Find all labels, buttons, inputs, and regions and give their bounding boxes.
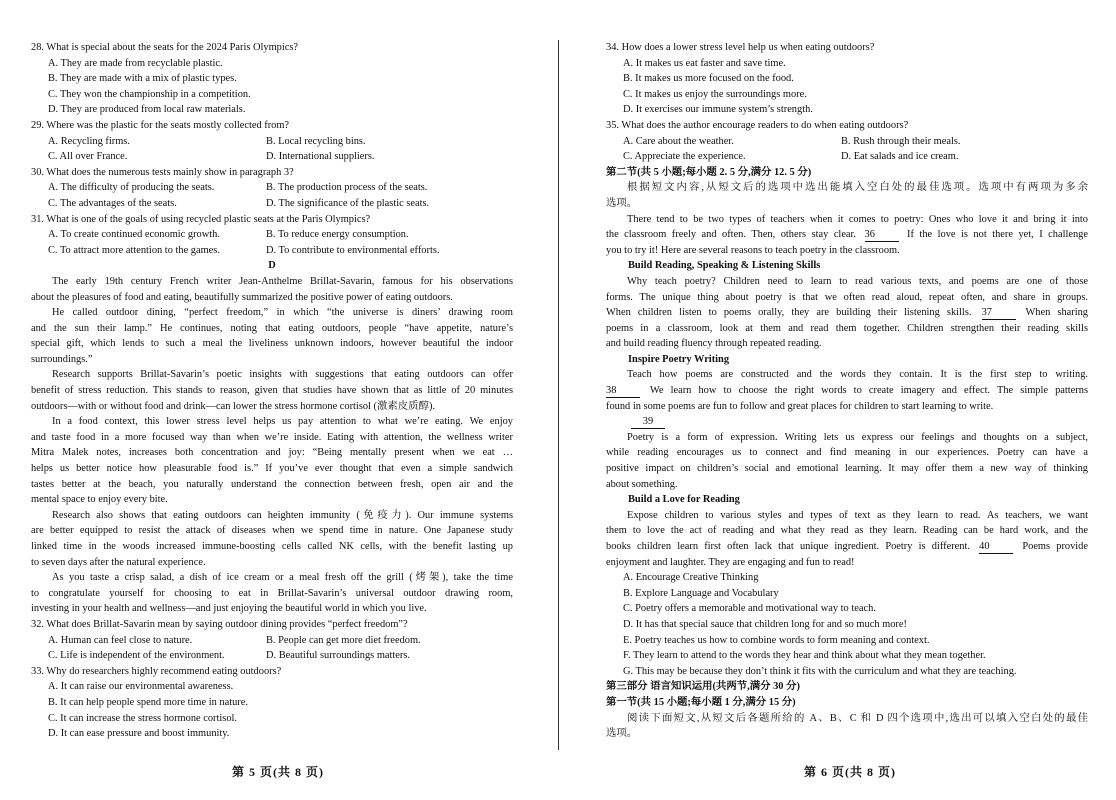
paragraph-line: 阅读下面短文,从短文后各题所给的 A、B、C 和 D 四个选项中,选出可以填入空白处的最佳 bbox=[627, 712, 1088, 724]
option-text: A. They are made from recyclable plastic. bbox=[48, 57, 223, 69]
question-stem: 35. What does the author encourage readers to do when eating outdoors? bbox=[606, 119, 909, 131]
option-text: C. It can increase the stress hormone cortisol. bbox=[48, 712, 237, 724]
option-text: C. To attract more attention to the games. bbox=[48, 244, 220, 256]
paragraph-line: 根据短文内容,从短文后的选项中选出能填入空白处的最佳选项。选项中有两项为多余 bbox=[627, 182, 1088, 194]
paragraph-line: 选项。 bbox=[606, 197, 638, 209]
answer-blank: 36 bbox=[865, 229, 899, 242]
page-footer-left: 第 5 页(共 8 页) bbox=[232, 765, 324, 779]
paragraph-line: There tend to be two types of teachers when it comes to poetry: Ones who love it and bring it into bbox=[627, 213, 1088, 225]
paragraph-line: found in some poems are fun to follow and great places for children to start learning to write. bbox=[606, 400, 994, 412]
option-text: E. Poetry teaches us how to combine words to form meaning and context. bbox=[623, 634, 930, 646]
option-text: C. The advantages of the seats. bbox=[48, 197, 177, 209]
paragraph-line: In a food context, this lower stress level helps us pay attention to what we’re eating. We enjoy bbox=[52, 416, 513, 428]
option-text: C. All over France. bbox=[48, 151, 128, 163]
paragraph-line: about the pleasures of food and eating, beautifully summarized the positive power of eating outdoors. bbox=[31, 291, 453, 303]
paragraph-line: poems in a classroom, look at them and read them together. Children strengthen their reading skills bbox=[606, 322, 1088, 334]
paragraph-line: are better equipped to resist the attack of diseases when we spend time in nature. One Japanese study bbox=[31, 525, 513, 537]
paragraph-line: special gift, which lends to such a meal the liveliness unknown indoors, however beautiful the indoor bbox=[31, 338, 513, 350]
option-text: D. International suppliers. bbox=[266, 151, 375, 163]
option-text: C. Life is independent of the environment. bbox=[48, 650, 225, 662]
paragraph-line: to seven days after the natural experience. bbox=[31, 556, 206, 568]
question-stem: 30. What does the numerous tests mainly show in paragraph 3? bbox=[31, 166, 294, 178]
left-page-column bbox=[31, 40, 513, 742]
answer-blank: 40 bbox=[979, 541, 1013, 554]
option-text: C. Appreciate the experience. bbox=[623, 151, 746, 163]
right-page-column bbox=[606, 40, 1088, 742]
paragraph-line: 选项。 bbox=[606, 728, 638, 740]
paragraph-line bbox=[606, 227, 1088, 243]
answer-blank: 37 bbox=[982, 307, 1016, 320]
paragraph-line: investing in your health and wellness—and just enjoying the beautiful world in which you live. bbox=[31, 603, 427, 615]
paragraph-line: As you taste a crisp salad, a dish of ice cream or a meal fresh off the grill (烤架), take the time bbox=[52, 572, 513, 584]
paragraph-line: outdoors—with or without food and drink—can lower the stress hormone cortisol (激素皮质醇). bbox=[31, 400, 436, 412]
text-segment: We learn how to choose the right words to create imagery and effect. The simple patterns bbox=[643, 385, 1088, 397]
page-divider bbox=[558, 40, 559, 750]
option-text: F. They learn to attend to the words they hear and think about what they mean together. bbox=[623, 650, 986, 662]
paragraph-line: helps us better notice how pleasurable food is.” If you’ve ever thought that even a simple sandwich bbox=[31, 463, 513, 475]
option-row bbox=[31, 227, 513, 243]
option-row bbox=[31, 196, 513, 212]
paragraph-line: Research supports Brillat-Savarin’s poetic insights with suggestions that eating outdoors can offer bbox=[52, 369, 513, 381]
paragraph-line bbox=[606, 539, 1088, 555]
paragraph-line: Mitra Malek notes, increases both concentration and joy: “Being mentally present when we eat … bbox=[31, 447, 513, 459]
question-stem: 28. What is special about the seats for the 2024 Paris Olympics? bbox=[31, 42, 299, 53]
option-text: D. Eat salads and ice cream. bbox=[841, 151, 959, 163]
page-footer-right: 第 6 页(共 8 页) bbox=[804, 765, 896, 779]
option-text: D. To contribute to environmental efforts. bbox=[266, 244, 440, 256]
paragraph-line: to congratulate yourself for choosing to eat in Brillat-Savarin’s universal outdoor drawing room, bbox=[31, 587, 513, 599]
option-text: D. It has that special sauce that children long for and so much more! bbox=[623, 618, 907, 630]
option-text: A. It can raise our environmental awareness. bbox=[48, 681, 234, 693]
option-text: D. It can ease pressure and boost immunity. bbox=[48, 728, 230, 740]
option-text: C. It makes us enjoy the surroundings more. bbox=[623, 88, 807, 100]
text-segment: When children listen to poems orally, they are building their listening skills. bbox=[606, 307, 979, 319]
option-text: C. Poetry offers a memorable and motivational way to teach. bbox=[623, 603, 876, 615]
paragraph-line: and build reading fluency through repeated reading. bbox=[606, 338, 822, 350]
question-stem: 31. What is one of the goals of using recycled plastic seats at the Paris Olympics? bbox=[31, 213, 371, 225]
paragraph-line: and the sun their lamp.” He continues, noting that eating outdoors, people “have appetite, nature’s bbox=[31, 322, 513, 334]
option-text: A. Encourage Creative Thinking bbox=[623, 572, 759, 584]
question-stem: 33. Why do researchers highly recommend eating outdoors? bbox=[31, 665, 282, 677]
answer-blank: 39 bbox=[631, 416, 665, 429]
option-text: A. To create continued economic growth. bbox=[48, 229, 220, 241]
paragraph-line bbox=[606, 305, 1088, 321]
option-text: A. Human can feel close to nature. bbox=[48, 634, 193, 646]
paragraph-line: mental space to enjoy every bite. bbox=[31, 494, 168, 506]
question-stem: 34. How does a lower stress level help us when eating outdoors? bbox=[606, 42, 875, 53]
option-text: A. The difficulty of producing the seats. bbox=[48, 182, 215, 194]
paragraph-line: forms. The unique thing about poetry is that we often read aloud, repeat often, and share in groups. bbox=[606, 291, 1088, 303]
paragraph-line: linked time in the woods increased immune-boosting cells called NK cells, with the benefit lasting up bbox=[31, 541, 513, 552]
option-text: C. They won the championship in a competition. bbox=[48, 88, 251, 100]
option-row bbox=[31, 134, 513, 150]
question-stem: 29. Where was the plastic for the seats mostly collected from? bbox=[31, 119, 290, 131]
section-heading: Inspire Poetry Writing bbox=[628, 353, 730, 365]
option-text: B. People can get more diet freedom. bbox=[266, 634, 421, 646]
option-row bbox=[606, 149, 1088, 165]
option-text: A. Recycling firms. bbox=[48, 135, 130, 147]
paragraph-line: about something. bbox=[606, 478, 678, 490]
paragraph-line: He called outdoor dining, “perfect freedom,” in which “the universe is diners’ drawing room bbox=[52, 307, 513, 319]
paragraph-line: positive impact on children’s social and emotional learning. It may offer them a new way of thinking bbox=[606, 463, 1088, 475]
option-text: D. It exercises our immune system’s strength. bbox=[623, 104, 813, 116]
paragraph-line: Poetry is a form of expression. Writing lets us express our feelings and thoughts on a subject, bbox=[627, 431, 1088, 443]
text-segment: Poems provide bbox=[1016, 541, 1088, 552]
option-text: B. Rush through their meals. bbox=[841, 135, 961, 147]
option-text: D. Beautiful surroundings matters. bbox=[266, 650, 411, 662]
paragraph-line: you to try it! Here are several reasons to teach poetry in the classroom. bbox=[606, 244, 900, 256]
section-heading: Build Reading, Speaking & Listening Skills bbox=[628, 260, 821, 272]
blank-heading bbox=[606, 414, 1088, 430]
paragraph-line: Why teach poetry? Children need to learn to read various texts, and poems are one of those bbox=[627, 275, 1088, 287]
option-text: D. They are produced from local raw materials. bbox=[48, 104, 246, 116]
option-row bbox=[31, 633, 513, 649]
option-text: B. It can help people spend more time in nature. bbox=[48, 696, 248, 708]
paragraph-line: them to love the act of reading and what they read as they learn. Reading can be hard work, and the bbox=[606, 525, 1088, 537]
option-row bbox=[31, 180, 513, 196]
paragraph-line: Teach how poems are constructed and the words they contain. It is the first step to writing. bbox=[627, 369, 1088, 381]
question-stem: 32. What does Brillat-Savarin mean by saying outdoor dining provides “perfect freedom”? bbox=[31, 618, 408, 630]
answer-blank: 38 bbox=[606, 385, 640, 398]
option-text: B. They are made with a mix of plastic types. bbox=[48, 73, 237, 85]
option-text: D. The significance of the plastic seats. bbox=[266, 197, 430, 209]
paragraph-line: benefit of stress reduction. This stands to reason, given that studies have shown that as little of 20 minutes bbox=[31, 385, 513, 397]
paragraph-line: and taste food in a more focused way than when we’re inside. Eating with attention, the wellness writer bbox=[31, 431, 513, 443]
option-row bbox=[31, 149, 513, 165]
option-text: B. It makes us more focused on the food. bbox=[623, 73, 794, 85]
text-segment: If the love is not there yet, I challenge bbox=[901, 229, 1088, 241]
section-title: 第一节(共 15 小题;每小题 1 分,满分 15 分) bbox=[606, 696, 796, 708]
option-text: A. It makes us eat faster and save time. bbox=[623, 57, 786, 69]
paragraph-line: Expose children to various styles and types of text as they learn to read. As teachers, we want bbox=[627, 509, 1088, 521]
option-text: G. This may be because they don’t think it fits with the curriculum and what they are teaching. bbox=[623, 665, 1017, 677]
option-row bbox=[31, 243, 513, 259]
option-text: A. Care about the weather. bbox=[623, 135, 734, 147]
paragraph-line bbox=[606, 383, 1088, 399]
text-segment: When sharing bbox=[1018, 307, 1088, 319]
option-text: B. The production process of the seats. bbox=[266, 182, 428, 194]
text-segment: the classroom freely and often. Then, others stay clear. bbox=[606, 229, 862, 241]
paragraph-line: tastes better at the beach, you naturally understand the connection between fresh, open air and the bbox=[31, 478, 513, 490]
paragraph-line: surroundings.” bbox=[31, 353, 93, 365]
paragraph-line: Research also shows that eating outdoors can heighten immunity (免疫力). Our immune systems bbox=[52, 509, 513, 521]
option-row bbox=[31, 648, 513, 664]
section-heading: Build a Love for Reading bbox=[628, 494, 740, 506]
section-title: 第二节(共 5 小题;每小题 2. 5 分,满分 12. 5 分) bbox=[606, 166, 812, 178]
option-text: B. Explore Language and Vocabulary bbox=[623, 587, 779, 599]
paragraph-line: The early 19th century French writer Jean-Anthelme Brillat-Savarin, famous for his observations bbox=[52, 275, 513, 287]
option-text: B. Local recycling bins. bbox=[266, 135, 366, 147]
option-text: B. To reduce energy consumption. bbox=[266, 229, 409, 241]
passage-label: D bbox=[268, 260, 276, 272]
paragraph-line: enjoyment and laughter. They are engaging and fun to read! bbox=[606, 556, 855, 568]
section-title: 第三部分 语言知识运用(共两节,满分 30 分) bbox=[606, 681, 800, 693]
paragraph-line: while reading encourages us to connect and find meaning in our experiences. Poetry can have a bbox=[606, 447, 1088, 459]
option-row bbox=[606, 134, 1088, 150]
text-segment: books children learn first often lack that unique ingredient. Poetry is different. bbox=[606, 541, 977, 552]
